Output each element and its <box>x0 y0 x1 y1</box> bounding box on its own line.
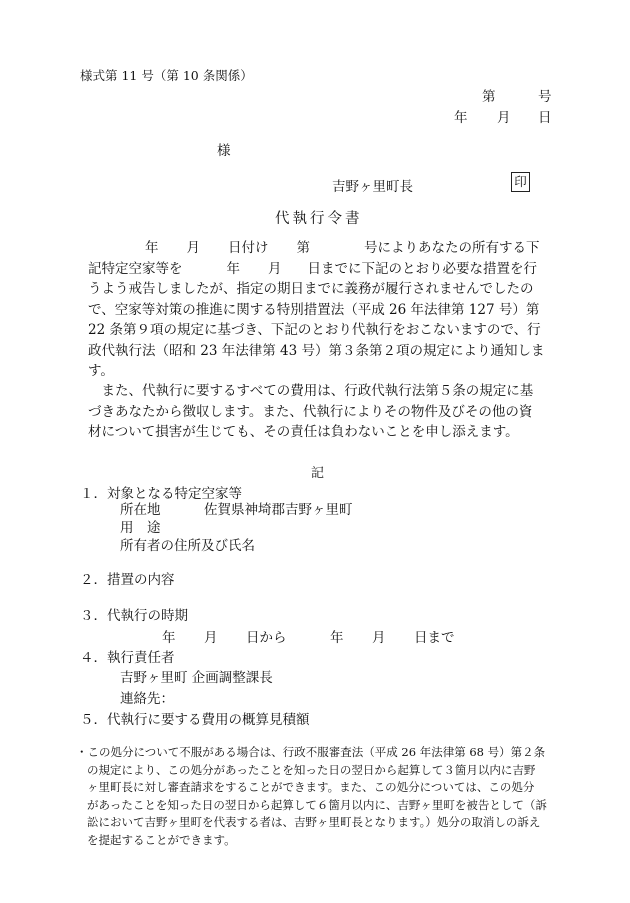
item-3-label: ３．代執行の時期 <box>80 608 188 624</box>
paragraph-1-line-1 <box>88 238 558 259</box>
document-title: 代執行令書 <box>275 211 363 227</box>
doc-number-go: 号 <box>538 89 552 105</box>
p1-l2-year: 年 <box>226 260 240 277</box>
item-1-location-value: 佐賀県神埼郡吉野ヶ里町 <box>204 502 353 518</box>
item-3-from-day: 日から <box>246 630 287 646</box>
paragraph-2-line-1: また、代執行に要するすべての費用は、行政代執行法第５条の規定に基 <box>88 383 534 399</box>
item-3-to-year: 年 <box>330 630 344 646</box>
paragraph-1 <box>88 238 558 382</box>
item-4-contact: 連絡先： <box>120 691 174 707</box>
note-line-3: ヶ里町長に対し審査請求をすることができます。また、この処分については、この処分 <box>87 780 535 795</box>
paragraph-1-line-2 <box>88 259 558 280</box>
date-month: 月 <box>497 110 511 126</box>
paragraph-2-line-2: づきあなたから徴収します。また、代執行によりその物件及びその他の資 <box>88 403 533 420</box>
item-1-location-label: 所在地 <box>120 502 161 518</box>
paragraph-2-line-3: 材について損害が生じても、その責任は負わないことを申し添えます。 <box>88 424 519 440</box>
p1-target: 記特定空家等を <box>88 260 183 277</box>
item-3-from-month: 月 <box>204 630 218 646</box>
addressee-suffix: 様 <box>217 143 231 159</box>
p1-dated: 日付け <box>228 240 269 256</box>
note-line-6: を提起することができます。 <box>87 832 236 847</box>
paragraph-1-line-3: うよう戒告しましたが、指定の期日までに義務が履行されませんでしたの <box>88 281 534 297</box>
note-line-5: 訟において吉野ヶ里町を代表する者は、吉野ヶ里町長となります。）処分の取消しの訴え <box>87 815 541 830</box>
seal-mark: 印 <box>511 172 530 192</box>
paragraph-1-line-5: 22 条第９項の規定に基づき、下記のとおり代執行をおこないますので、行 <box>88 322 541 338</box>
item-1-label: １．対象となる特定空家等 <box>80 486 242 502</box>
note-line-2: の規定により、この処分があったことを知った日の翌日から起算して３箇月以内に吉野 <box>87 762 536 777</box>
p1-rest: 号によりあなたの所有する下 <box>364 240 540 256</box>
issuer-name: 吉野ヶ里町長 <box>332 179 413 195</box>
item-3-to-month: 月 <box>372 630 386 646</box>
item-3-from-year: 年 <box>162 630 176 646</box>
paragraph-1-line-4: で、空家等対策の推進に関する特別措置法（平成 26 年法律第 127 号）第 <box>88 301 540 318</box>
p1-l2-rest: 日までに下記のとおり必要な措置を行 <box>307 260 537 277</box>
p1-dai: 第 <box>296 240 310 256</box>
paragraph-2 <box>88 381 558 443</box>
paragraph-1-line-6: 政代執行法（昭和 23 年法律第 43 号）第３条第２項の規定により通知しま <box>88 342 545 359</box>
date-year: 年 <box>454 110 468 126</box>
date-day: 日 <box>538 110 552 126</box>
appeal-note <box>76 744 562 850</box>
p1-year: 年 <box>145 240 159 256</box>
item-2-label: ２．措置の内容 <box>80 572 175 588</box>
item-4-person: 吉野ヶ里町 企画調整課長 <box>120 670 273 686</box>
item-1-owner-label: 所有者の住所及び氏名 <box>120 538 255 554</box>
item-1-use-label: 用 途 <box>120 520 161 536</box>
item-3-to-day: 日まで <box>414 630 455 646</box>
note-line-4: があったことを知った日の翌日から起算して６箇月以内に、吉野ヶ里町を被告として（訴 <box>87 797 547 812</box>
p1-l2-month: 月 <box>268 260 282 277</box>
form-number: 様式第 11 号（第 10 条関係） <box>80 68 253 83</box>
item-4-label: ４．執行責任者 <box>80 650 175 666</box>
note-line-1: ・この処分について不服がある場合は、行政不服審査法（平成 26 年法律第 68 号）第２条 <box>76 745 546 759</box>
ki-heading: 記 <box>311 466 325 481</box>
doc-number-dai: 第 <box>482 89 496 105</box>
p1-month: 月 <box>186 240 200 256</box>
paragraph-1-line-7: す。 <box>88 363 114 379</box>
item-5-label: ５．代執行に要する費用の概算見積額 <box>80 712 310 728</box>
